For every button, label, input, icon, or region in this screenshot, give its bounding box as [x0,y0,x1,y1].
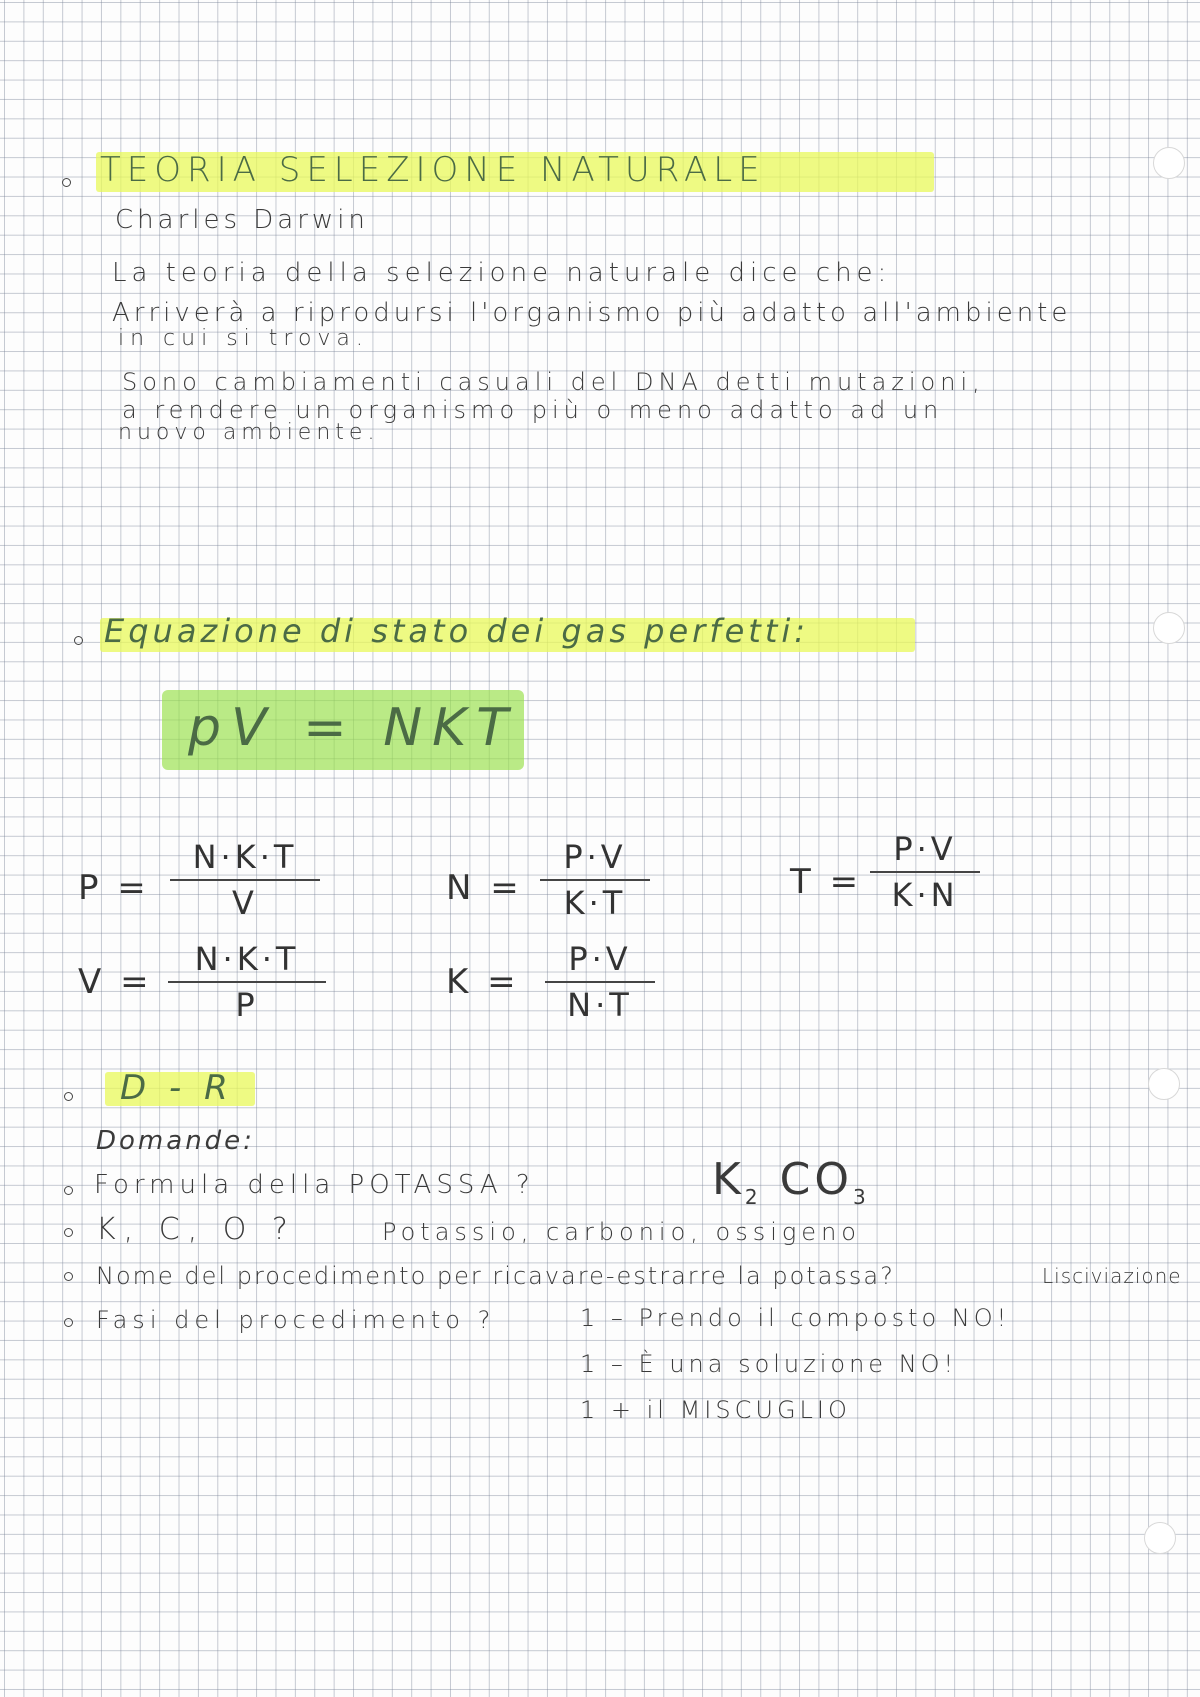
answer-2: Potassio, carbonio, ossigeno [382,1218,861,1246]
gas-main-formula: pV = NKT [188,698,518,758]
v-denominator: P [235,986,259,1024]
t-denominator: K·N [891,876,959,914]
darwin-line-5: a rendere un organismo più o meno adatto ad un [122,396,944,424]
darwin-line-1: La teoria della selezione naturale dice che: [112,258,892,288]
p-fraction-bar [170,879,320,881]
t-numerator: P·V [893,830,957,868]
question-1: Formula della POTASSA ? [94,1170,535,1200]
p-lhs: P = [78,868,150,908]
answer-4-line-3: 1 + il MISCUGLIO [580,1396,851,1424]
punch-hole-3 [1148,1068,1180,1100]
k-numerator: P·V [568,940,632,978]
darwin-line-4: Sono cambiamenti casuali del DNA detti mutazioni, [122,368,985,396]
answer-1-o-subscript: 3 [852,1184,870,1209]
t-lhs: T = [790,862,863,902]
bullet-darwin [62,178,71,187]
v-fraction-bar [168,981,326,983]
v-fraction [168,940,326,1024]
t-fraction-bar [870,871,980,873]
n-numerator: P·V [563,838,627,876]
question-3: Nome del procedimento per ricavare-estrarre la potassa? [96,1262,895,1290]
darwin-line-3: in cui si trova. [118,326,369,351]
dr-subtitle: Domande: [96,1126,255,1156]
bullet-dr [64,1092,73,1101]
punch-hole-4 [1144,1522,1176,1554]
punch-hole-2 [1153,612,1185,644]
bullet-q3 [64,1272,73,1281]
dr-title: D - R [120,1068,234,1108]
bullet-gas [74,636,83,645]
answer-3: Lisciviazione [1042,1264,1182,1288]
bullet-q2 [64,1228,73,1237]
n-fraction-bar [540,879,650,881]
answer-1-formula [712,1154,870,1209]
n-lhs: N = [446,868,523,908]
n-denominator: K·T [563,884,627,922]
answer-1-k-subscript: 2 [744,1184,762,1209]
n-fraction [540,838,650,922]
answer-1-potassium: K [712,1154,745,1205]
p-numerator: N·K·T [192,838,298,876]
darwin-title: TEORIA SELEZIONE NATURALE [100,150,766,190]
question-2: K, C, O ? [96,1212,296,1247]
k-denominator: N·T [567,986,633,1024]
k-fraction [545,940,655,1024]
bullet-q4 [64,1318,73,1327]
answer-4-line-2: 1 – È una soluzione NO! [580,1350,958,1378]
darwin-line-2: Arriverà a riprodursi l'organismo più adatto all'ambiente [112,298,1072,328]
t-fraction [870,830,980,914]
punch-hole-1 [1153,147,1185,179]
gas-title: Equazione di stato dei gas perfetti: [104,612,810,650]
question-4: Fasi del procedimento ? [96,1306,496,1334]
bullet-q1 [64,1186,73,1195]
answer-4-line-1: 1 – Prendo il composto NO! [580,1304,1011,1332]
p-denominator: V [232,884,258,922]
k-fraction-bar [545,981,655,983]
answer-1-carbonate: CO [779,1154,853,1205]
darwin-author: Charles Darwin [115,205,369,235]
darwin-line-6: nuovo ambiente. [118,420,380,445]
v-lhs: V = [78,962,153,1002]
k-lhs: K = [446,962,520,1002]
p-fraction [170,838,320,922]
v-numerator: N·K·T [194,940,300,978]
